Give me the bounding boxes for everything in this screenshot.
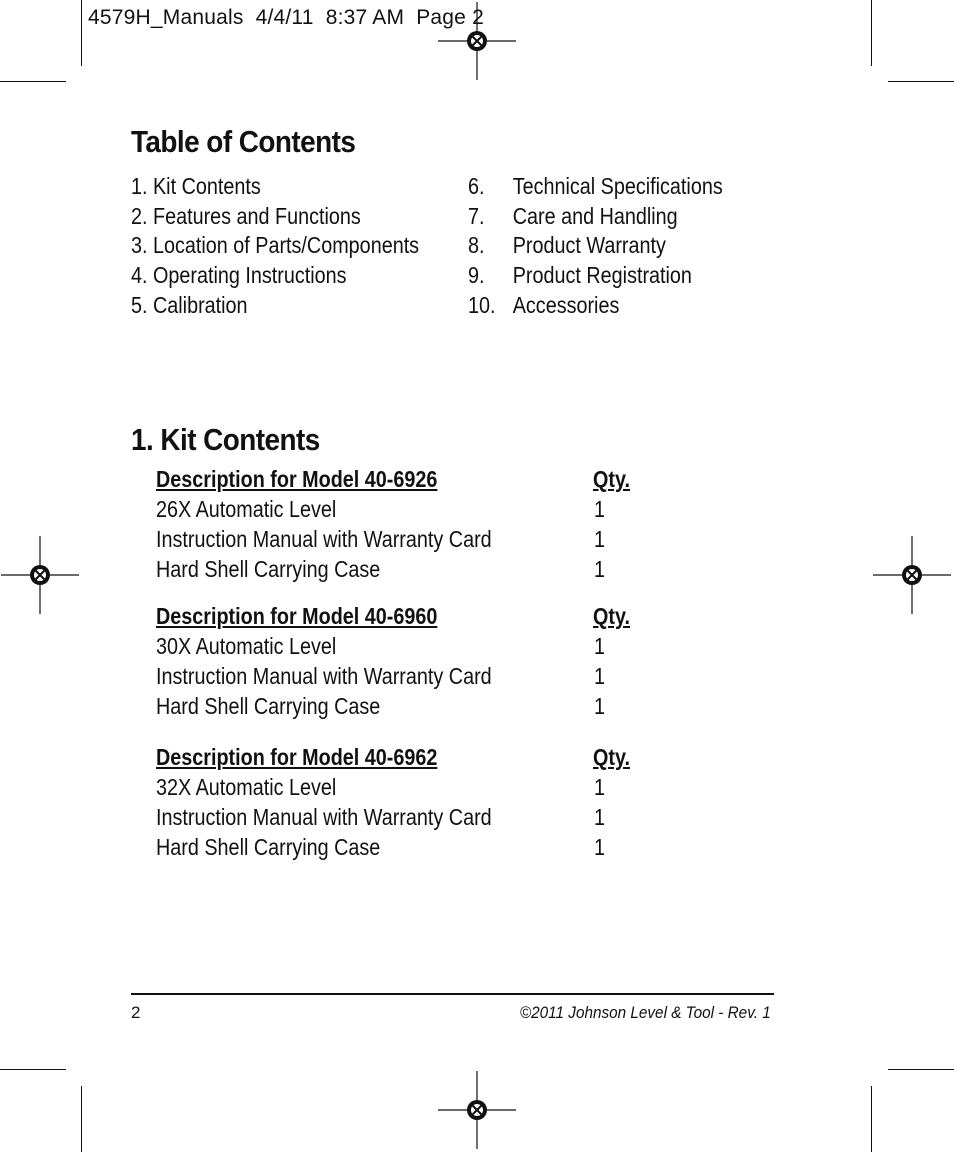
kit-item-description: Instruction Manual with Warranty Card	[156, 526, 492, 552]
kit-table-row	[156, 832, 636, 862]
kit-table-header	[156, 601, 636, 631]
crop-mark-bottom-left-vertical	[81, 1086, 82, 1152]
kit-item-qty: 1	[594, 663, 606, 689]
crop-mark-bottom-left-horizontal	[0, 1069, 66, 1070]
kit-table-description-header: Description for Model 40-6960	[156, 603, 438, 629]
toc-item-label: Product Warranty	[512, 232, 666, 259]
kit-table-qty-header: Qty.	[593, 603, 631, 629]
toc-item-label: Accessories	[512, 291, 620, 318]
kit-table-row	[156, 631, 636, 661]
registration-mark-bottom-icon	[438, 1071, 516, 1149]
crop-mark-top-left-horizontal	[0, 81, 66, 82]
kit-table-row	[156, 494, 636, 524]
registration-mark-left-icon	[1, 536, 79, 614]
kit-table-40-6926	[156, 464, 636, 584]
toc-left-column	[131, 172, 466, 320]
copyright-notice: ©2011 Johnson Level & Tool - Rev. 1	[520, 1003, 771, 1022]
toc-right-column	[468, 172, 764, 320]
toc-item-label: Technical Specifications	[512, 173, 723, 199]
kit-item-qty: 1	[594, 774, 606, 800]
toc-item-number: 6.	[468, 173, 485, 199]
kit-item-description: Instruction Manual with Warranty Card	[156, 804, 492, 830]
kit-table-40-6960	[156, 601, 636, 721]
kit-table-qty-header: Qty.	[593, 744, 631, 770]
kit-contents-title: 1. Kit Contents	[131, 422, 320, 457]
kit-table-description-header: Description for Model 40-6926	[156, 466, 438, 492]
toc-item-number: 7.	[468, 202, 485, 229]
crop-mark-bottom-right-horizontal	[888, 1069, 954, 1070]
crop-mark-top-right-vertical	[871, 0, 872, 66]
kit-item-description: Hard Shell Carrying Case	[156, 556, 381, 582]
kit-table-row	[156, 691, 636, 721]
footer-rule	[131, 993, 774, 995]
kit-table-row	[156, 772, 636, 802]
kit-item-description: Hard Shell Carrying Case	[156, 834, 381, 860]
kit-item-description: Instruction Manual with Warranty Card	[156, 663, 492, 689]
registration-mark-top-icon	[438, 2, 516, 80]
kit-item-qty: 1	[594, 496, 606, 522]
toc-item-calibration: 5. Calibration	[131, 291, 248, 318]
kit-table-row	[156, 554, 636, 584]
kit-table-header	[156, 742, 636, 772]
kit-table-row	[156, 661, 636, 691]
toc-item-number: 8.	[468, 232, 485, 259]
kit-item-description: 30X Automatic Level	[156, 633, 337, 659]
kit-item-qty: 1	[594, 556, 606, 582]
toc-item-location-of-parts: 3. Location of Parts/Components	[131, 232, 420, 259]
kit-table-40-6962	[156, 742, 636, 862]
toc-item-care-and-handling	[468, 202, 723, 232]
kit-item-qty: 1	[594, 633, 606, 659]
toc-item-number: 9.	[468, 262, 485, 289]
kit-item-description: 26X Automatic Level	[156, 496, 337, 522]
kit-item-qty: 1	[594, 804, 606, 830]
toc-item-product-registration	[468, 261, 723, 291]
kit-table-row	[156, 524, 636, 554]
printer-slug: 4579H_Manuals 4/4/11 8:37 AM Page 2	[88, 6, 484, 29]
kit-table-qty-header: Qty.	[593, 466, 631, 492]
kit-item-description: 32X Automatic Level	[156, 774, 337, 800]
toc-item-features: 2. Features and Functions	[131, 202, 361, 229]
kit-item-qty: 1	[594, 526, 606, 552]
registration-mark-right-icon	[873, 536, 951, 614]
kit-table-header	[156, 464, 636, 494]
crop-mark-top-left-vertical	[81, 0, 82, 66]
kit-item-qty: 1	[594, 693, 606, 719]
crop-mark-top-right-horizontal	[888, 81, 954, 82]
kit-table-row	[156, 802, 636, 832]
kit-item-qty: 1	[594, 834, 606, 860]
toc-item-number: 10.	[468, 291, 496, 318]
toc-item-operating-instructions: 4. Operating Instructions	[131, 262, 347, 289]
toc-item-kit-contents: 1. Kit Contents	[131, 173, 261, 199]
crop-mark-bottom-right-vertical	[871, 1086, 872, 1152]
page-number: 2	[131, 1003, 141, 1022]
toc-item-accessories	[468, 291, 723, 321]
toc-title: Table of Contents	[131, 124, 356, 159]
kit-table-description-header: Description for Model 40-6962	[156, 744, 438, 770]
toc-item-technical-specifications	[468, 172, 723, 202]
toc-item-label: Care and Handling	[512, 202, 678, 229]
kit-item-description: Hard Shell Carrying Case	[156, 693, 381, 719]
toc-item-label: Product Registration	[512, 262, 692, 289]
toc-item-product-warranty	[468, 231, 723, 261]
